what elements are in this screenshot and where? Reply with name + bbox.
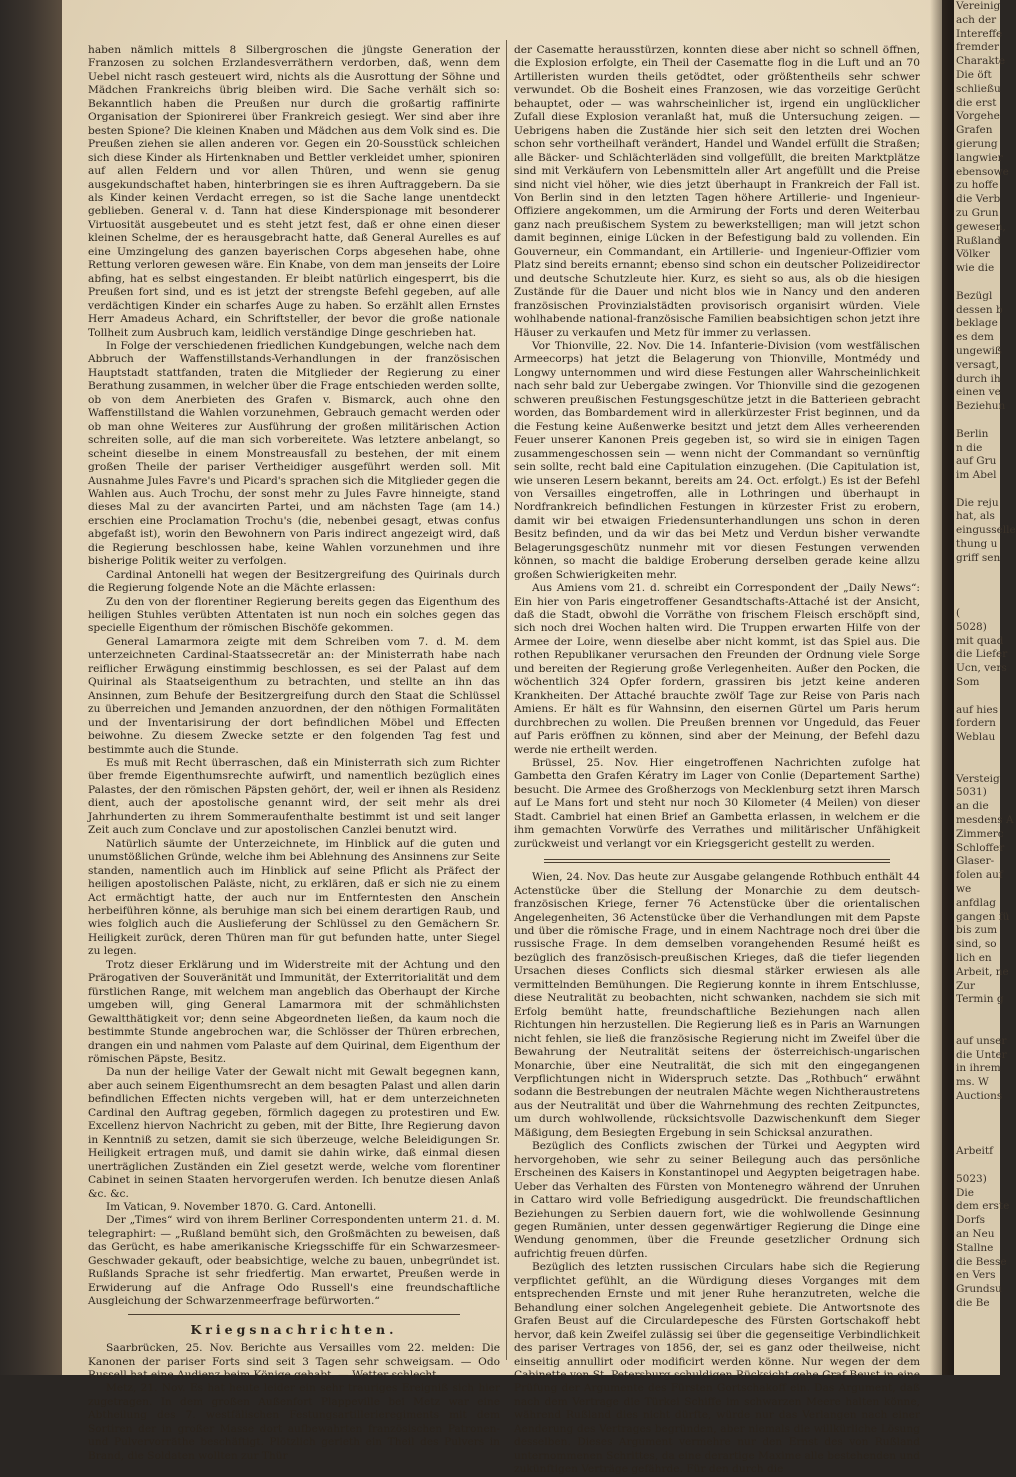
adjacent-page-fragment: Schloffer	[956, 841, 1005, 854]
adjacent-page-fragment: Beziehun	[956, 400, 1006, 413]
adjacent-page-fragment: an die	[956, 800, 989, 813]
adjacent-page-fragment: beklage	[956, 317, 998, 330]
adjacent-page-fragment: ms. W	[956, 1076, 989, 1089]
adjacent-page-fragment: die Unter	[956, 1048, 1007, 1061]
adjacent-page-fragment: Intereffe	[956, 27, 1003, 40]
article-paragraph: General Lamarmora zeigte mit dem Schreiben vom 7. d. M. dem unterzeichneten Cardinal-Staatssecretär an: der Ministerrath habe nach reiflicher Erwägung einstimmig beschlossen, es sei der Palast auf dem Quirinal als Staatseigenthum zu betrachten, und stellte an ihn das Ansinnen, zum Behufe der Besitzergreifung durch den Staat die Schlüssel zu überreichen und Jemanden anzuordnen, der den nöthigen Formalitäten und der Inventarisirung der dort befindlichen Möbel und Effecten beiwohne. Zu diesem Zwecke setzte er den folgenden Tag fest und bestimmte auch die Stunde.	[88, 635, 500, 756]
adjacent-page-fragment: Weblau	[956, 731, 996, 744]
article-paragraph: Aus Amiens vom 21. d. schreibt ein Correspondent der „Daily News“: Ein hier von Paris eingetroffener Gesandtschafts-Attaché ist der Ansicht, daß die Stadt, obwohl die Vorräthe von frischem Fleisch erschöpft sind, sich noch drei Wochen halten wird. Die Truppen erwarten Hilfe von der Armee der Loire, wenn dieselbe aber nicht kommt, ist das Spiel aus. Die rothen Republikaner verursachen den Freunden der Ordnung viele Sorge und bereiten der Regierung große Verlegenheiten. Außer den Pocken, die wöchentlich 324 Opfer fordern, grassiren bis jetzt keine anderen Krankheiten. Der Attaché brauchte zwölf Tage zur Reise von Paris nach Amiens. Er hält es für Wahnsinn, den eisernen Gürtel um Paris herum durchbrechen zu wollen. Die Preußen brennen vor Ungeduld, das Feuer auf Paris eröffnen zu können, sind aber der Meinung, der Befehl dazu werde nie ertheilt werden.	[514, 582, 920, 756]
adjacent-page-fragment: auf Gru	[956, 455, 997, 468]
adjacent-page-fragment: 5028)	[956, 620, 987, 633]
article-paragraph: Brüssel, 25. Nov. Hier eingetroffenen Nachrichten zufolge hat Gambetta den Grafen Kératry im Lager von Conlie (Departement Sarthe) besucht. Die Armee des Großherzogs von Mecklenburg setzt ihren Marsch auf Le Mans fort und steht nur noch 30 Kilometer (4 Meilen) von dieser Stadt. Cambriel hat einen Brief an Gambetta erlassen, in welchem er die ihm gemachten Vorwürfe des Verrathes und militärischer Unfähigkeit zurückweist und verlangt vor ein Kriegsgericht gestellt zu werden.	[514, 757, 920, 850]
adjacent-page-fragment	[954, 745, 1000, 759]
adjacent-page-fragment: eingusselle	[956, 524, 1016, 537]
article-paragraph: Zu den von der florentiner Regierung bereits gegen das Eigenthum des heiligen Stuhles verübten Attentaten ist nun noch ein solches gegen das specielle Eigenthum der römischen Bischöfe gekommen.	[88, 595, 500, 635]
adjacent-page-fragment: schließu	[956, 82, 1001, 95]
adjacent-page-fragment	[954, 1131, 1000, 1145]
adjacent-page-fragment: im Abel	[956, 469, 997, 482]
left-column	[88, 44, 500, 1463]
adjacent-page-fragment: Glaser-	[956, 855, 995, 868]
article-paragraph: Da nun der heilige Vater der Gewalt nicht mit Gewalt begegnen kann, aber auch seinem Eigenthumsrecht an dem besagten Palast und allen darin befindlichen Effecten nichts vergeben will, hat er dem unterzeichneten Cardinal den Auftrag gegeben, förmlich dagegen zu protestiren und Ew. Excellenz hiervon Nachricht zu geben, mit der Bitte, Ihre Regierung davon in Kenntniß zu setzen, damit sie sich überzeuge, welche Beleidigungen Sr. Heiligkeit ertragen muß, und damit sie dahin wirke, daß einmal diesen unerträglichen Zuständen ein Ziel gesetzt werde, welche vom florentiner Cabinet in seinen Staaten hervorgerufen werden. Ich benutze diesen Anlaß &c. &c.	[88, 1066, 500, 1200]
article-paragraph: Natürlich säumte der Unterzeichnete, im Hinblick auf die guten und unumstößlichen Gründe, welche ihm bei Ablehnung des Ansinnens zur Seite standen, namentlich auch im Hinblick auf seine Pflicht als Präfect der heiligen apostolischen Paläste, nicht, zu erklären, daß er sich nie zu einem Act ermächtigt hatte, der auch nur im Entferntesten den Anschein herbeiführen könne, als beruhige man sich bei einem derartigen Raub, und wies folglich auch die Auslieferung der Schlüssel zu den Gemächern Sr. Heiligkeit zurück, deren Thüren man für gut befunden hatte, unter Siegel zu legen.	[88, 837, 500, 958]
article-paragraph: Bezüglich des Conflicts zwischen der Türkei und Aegypten wird hervorgehoben, wie sehr zu seiner Beilegung auch das persönliche Erscheinen des Kaisers in Konstantinopel und Aegypten beigetragen habe. Ueber das Verhalten des Fürsten von Montenegro während der Unruhen in Cattaro wird volle Befriedigung ausgedrückt. Die freundschaftlichen Beziehungen zu Serbien dauern fort, wie die wohlwollende Gesinnung gegen Rumänien, unter dessen gegenwärtiger Regierung die Dinge eine Wendung genommen, über die Freunde gesetzlicher Ordnung sich aufrichtig freuen dürfen.	[514, 1140, 920, 1260]
adjacent-page-fragment: Die	[956, 1186, 974, 1199]
adjacent-page-fragment: sind, so	[956, 938, 997, 951]
adjacent-page-fragment: 5023)	[956, 1172, 987, 1185]
adjacent-page-fragment	[954, 690, 1000, 704]
adjacent-page-fragment: die Be	[956, 1296, 990, 1309]
adjacent-page-fragment	[954, 759, 1000, 773]
adjacent-page-fragment: Termin g	[956, 993, 1004, 1006]
article-paragraph: Metz, 21. Nov. Es hat heute leider ein sehr trauriges Ereigniß sich hier zugetragen. In dem großen Außenfort Plappeville bei Metz war eine Abtheilung des 7. westfälischen Festungsartillerieregiments mit dem Sortiren der in großer Masse dort aufbewahrten französischen Patronen- und Pulvervorräthe beschäftigt. Plötzlich gerieth ein Theil des Pulvers in Brand, die Soldaten wollten zur Thür	[88, 1382, 500, 1462]
adjacent-page-fragment	[954, 1104, 1000, 1118]
adjacent-page-fragment: fordern	[956, 717, 996, 730]
article-paragraph: Saarbrücken, 25. Nov. Berichte aus Versailles vom 22. melden: Die Kanonen der pariser Forts sind seit 3 Tagen sehr schweigsam. — Odo Russell hat eine Audienz beim Könige gehabt. — Wetter schlecht.	[88, 1342, 500, 1381]
article-paragraph: haben nämlich mittels 8 Silbergroschen die jüngste Generation der Franzosen zu solchen Erzlandesverräthern verdorben, daß, wenn dem Uebel nicht rasch gesteuert wird, nichts als die Ausrottung der Söhne und Mädchen Frankreichs übrig bleiben wird. Die Sache verhält sich so: Bekanntlich haben die Preußen nur durch die großartig raffinirte Organisation der Spionirerei über Frankreich gesiegt. Wer sind aber ihre besten Spione? Die kleinen Knaben und Mädchen aus dem Volk sind es. Die Preußen ziehen sie allen anderen vor. Gegen ein 20-Sousstück schleichen sich diese Kinder als Hirtenknaben und Bettler verkleidet umher, spioniren auf allen Feldern und vor allen Thüren, und wenn sie genug ausgekundschaftet haben, hinterbringen sie es ihren Auftraggebern. Da sie als Kinder keinen Verdacht erregen, so ist die Sache lange unentdeckt geblieben. General v. d. Tann hat diese Kinderspionage mit besonderer Virtuosität ausgebeutet und es steht jetzt fest, daß er ohne einen dieser kleinen Schelme, der es herausgebracht hatte, daß General Aurelles es auf eine Umzingelung des ganzen bayerischen Corps abgesehen habe, ohne Rettung verloren gewesen wäre. Ein Knabe, von dem man jenseits der Loire abfing, hat es selbst eingestanden. Er bleibt natürlich eingesperrt, bis die Preußen fort sind, und es ist jetzt der strengste Befehl gegeben, auf alle verdächtigen Kinder ein scharfes Auge zu haben. So erzählt allen Ernstes Herr Amadeus Achard, ein Schriftsteller, der bevor die große nationale Tollheit zum Ausbruch kam, leidlich verständige Dinge geschrieben hat.	[88, 44, 500, 339]
adjacent-page-fragment: wie die	[956, 262, 995, 275]
adjacent-page-fragment: en Vers	[956, 1269, 996, 1282]
article-paragraph: Bezüglich des letzten russischen Circulars habe sich die Regierung verpflichtet gefühlt, an die Würdigung dieses Vorganges mit dem entsprechenden Ernste und mit jener Ruhe heranzutreten, welche die Behandlung einer solchen Angelegenheit gebiete. Die Antwortsnote des Grafen Beust auf die Circulardepesche des Fürsten Gortschakoff hebt hervor, daß kein Zweifel zulässig sei über die gegenseitige Verbindlichkeit des pariser Vertrages von 1856, der, sei es ganz oder theilweise, nicht einseitig annullirt oder modificirt werden könne. Nur wegen der dem Cabinette von St. Petersburg schuldigen Rücksicht gehe Graf Beust in eine Prüfung der Argumente des Fürsten Gortschakoff ein. Das Argument, daß nach dem Vertrage die Türkei Schiffe im schwarzen Meere halten könne, während Rußland dies nicht dürfte, würde nur das Verlangen nach einer Aenderung des Vertrages begründen, aber niemals die willkürliche Lösung desselben. Dieses Argument vermehre nur den Ernst des von Rußland unternommenen Schrittes, da eine derartige Maxime alle bestehenden und zukünftigen Verträge gefährde. Für den durch die	[514, 1261, 920, 1476]
adjacent-page-fragment: folen auf	[956, 869, 1003, 882]
section-rule	[128, 1314, 460, 1315]
adjacent-page-fragment: Som	[956, 676, 980, 689]
adjacent-page-fragment: Vorgehe	[956, 110, 1000, 123]
section-rule	[544, 859, 890, 863]
adjacent-page-edge	[954, 0, 1016, 1375]
adjacent-page-fragment: anfdlag	[956, 896, 996, 909]
article-paragraph: Der „Times“ wird von ihrem Berliner Correspondenten unterm 21. d. M. telegraphirt: — „Rußland bemüht sich, den Großmächten zu beweisen, daß das Gerücht, es habe amerikanische Kriegsschiffe für ein Schwarzesmeer-Geschwader gekauft, oder beabsichtige, welche zu bauen, unbegründet ist. Rußlands Sprache ist sehr friedfertig. Man erwartet, Preußen werde in Erwiderung auf die Anfrage Odo Russell's eine freundschaftliche Ausgleichung der Schwarzenmeerfrage befürworten.“	[88, 1214, 500, 1308]
adjacent-page-fragment: die erst	[956, 96, 997, 109]
signature-line: Im Vatican, 9. November 1870. G. Card. Antonelli.	[106, 1200, 377, 1213]
adjacent-page-fragment: we	[956, 883, 972, 895]
adjacent-page-fragment: Vereinig	[956, 0, 1001, 12]
adjacent-page-fragment: einen ve	[956, 386, 1001, 399]
adjacent-page-fragment: bis zum	[956, 924, 998, 937]
adjacent-page-fragment	[954, 414, 1000, 428]
article-paragraph: Cardinal Antonelli hat wegen der Besitzergreifung des Quirinals durch die Regierung folgende Note an die Mächte erlassen:	[88, 568, 500, 595]
adjacent-page-fragment	[954, 483, 1000, 497]
adjacent-page-fragment: Grafen	[956, 124, 993, 137]
adjacent-page-fragment: thung u	[956, 538, 998, 551]
scan-border-left	[0, 0, 62, 1375]
adjacent-page-fragment: an Neu	[956, 1227, 995, 1240]
article-paragraph: Trotz dieser Erklärung und im Widerstreite mit der Achtung und den Prärogativen der Souveränität und Immunität, der Exterritorialität und dem fürstlichen Range, mit welchem man angeblich das Oberhaupt der Kirche umgeben will, ging General Lamarmora mit der schmählichsten Gewaltthätigkeit vor; denn seine Abgeordneten ließen, da kaum noch die bestimmte Stunde angebrochen war, die Schlösser der Thüren erbrechen, drangen ein und nahmen vom Palaste auf dem Quirinal, dem Eigenthum der römischen Päpste, Besitz.	[88, 958, 500, 1065]
article-paragraph: Vor Thionville, 22. Nov. Die 14. Infanterie-Division (vom westfälischen Armeecorps) hat jetzt die Belagerung von Thionville, Montmédy und Longwy unternommen und wird diese Festungen aller Wahrscheinlichkeit nach sehr bald zur Uebergabe zwingen. Vor Thionville sind die gezogenen schweren preußischen Festungsgeschütze jetzt in die Batterieen gebracht worden, das Bombardement wird in allerkürzester Frist beginnen, und da die Festung keine Außenwerke besitzt und jetzt dem Alles verheerenden Feuer unserer Kanonen Preis gegeben ist, so wird sie in einigen Tagen zusammengeschossen sein — wenn nicht der Commandant so vernünftig sein sollte, recht bald eine Capitulation einzugehen. (Die Capitulation ist, wie unseren Lesern bekannt, bereits am 24. Oct. erfolgt.) Es ist der Befehl von Versailles eingetroffen, alle in Lothringen und überhaupt in Nordfrankreich befindlichen Festungen in kürzester Frist zu erobern, damit wir bei etwaigen Friedensunterhandlungen uns schon in deren Besitz befinden, und da wir das bei Metz und Verdun bisher verwandte Belagerungsgeschütz nunmehr mit vor diesen Festungen verwenden können, so macht die baldige Eroberung derselben gerade keine allzu großen Schwierigkeiten mehr.	[514, 339, 920, 581]
adjacent-page-fragment: Auctions	[956, 1089, 1003, 1102]
adjacent-page-fragment: die Verb	[956, 193, 1001, 206]
adjacent-page-fragment: Grundsu	[956, 1283, 1002, 1296]
adjacent-page-fragment: Dorfs	[956, 1214, 986, 1227]
section-heading: Kriegsnachrichten.	[190, 1321, 398, 1337]
adjacent-page-fragment	[954, 1118, 1000, 1132]
adjacent-page-fragment: mit quad	[956, 634, 1004, 647]
adjacent-page-fragment: fremder	[956, 41, 1000, 54]
adjacent-page-fragment: mesdens A	[956, 814, 1014, 827]
adjacent-page-fragment	[954, 1021, 1000, 1035]
adjacent-page-fragment	[954, 593, 1000, 607]
adjacent-page-fragment	[954, 566, 1000, 580]
article-paragraph: In Folge der verschiedenen friedlichen Kundgebungen, welche nach dem Abbruch der Waffenstillstands-Verhandlungen in der französischen Hauptstadt stattfanden, traten die Mitglieder der Regierung zu einer Berathung zusammen, in welcher über die Frage entschieden werden sollte, ob von dem Anerbieten des Grafen v. Bismarck, auch ohne den Waffenstillstand die Wahlen vorzunehmen, Gebrauch gemacht werden oder ob man ohne Weiteres zur Ausführung der großen militärischen Action schreiten solle, auf die man sich vorbereitete. Was letztere anbelangt, so scheint dieselbe in einem Monstreausfall zu bestehen, der mit einem großen Theile der pariser Vertheidiger ausgeführt werden soll. Mit Ausnahme Jules Favre's und Picard's sprachen sich die Mitglieder gegen die Wahlen aus. Auch Trochu, der sonst mehr zu Jules Favre hinneigte, stand dieses Mal zu der avancirten Partei, und am nächsten Tage (am 14.) erschien eine Proclamation Trochu's (die, nebenbei gesagt, etwas confus abgefaßt ist), worin den Bewohnern von Paris indirect angezeigt wird, daß die Regierung beschlossen habe, keine Wahlen vorzunehmen und ihre bisherige Politik weiter zu verfolgen.	[88, 339, 500, 568]
adjacent-page-fragment: gewesen,	[956, 220, 1006, 233]
adjacent-page-fragment: gierung	[956, 137, 998, 150]
adjacent-page-fragment: Die reju	[956, 496, 999, 509]
adjacent-page-fragment: langwier	[956, 151, 1003, 164]
adjacent-page-fragment: Charakte	[956, 55, 1006, 68]
adjacent-page-fragment: ebensowe	[956, 165, 1009, 178]
adjacent-page-fragment: Völker	[956, 248, 990, 261]
adjacent-page-fragment: es dem	[956, 331, 994, 344]
adjacent-page-fragment: Zimmerc	[956, 827, 1004, 840]
adjacent-page-fragment: zu hoffe	[956, 179, 999, 192]
adjacent-page-fragment: ungewiß	[956, 344, 1002, 357]
adjacent-page-fragment: Zur	[956, 979, 976, 992]
adjacent-page-fragment: Bezügl	[956, 289, 993, 302]
adjacent-page-fragment: griff sen	[956, 551, 1001, 564]
adjacent-page-fragment: lich en	[956, 951, 992, 964]
adjacent-page-fragment: 5031)	[956, 786, 987, 799]
adjacent-page-fragment: Arbeit, ne	[956, 965, 1009, 978]
adjacent-page-fragment: auf unser	[956, 1034, 1007, 1047]
adjacent-page-fragment: in ihrem	[956, 1062, 1001, 1075]
adjacent-page-fragment	[954, 1007, 1000, 1021]
article-paragraph: Es muß mit Recht überraschen, daß ein Ministerrath sich zum Richter über fremde Eigenthumsrechte aufwirft, und namentlich bezüglich eines Palastes, der den römischen Päpsten gehört, der, weil er ihnen als Residenz dient, auch der apostolische genannt wird, der seit mehr als drei Jahrhunderten zu ihrem Sommeraufenthalte bestimmt ist und seit langer Zeit auch zum Conclave und zur apostolischen Canzlei benutzt wird.	[88, 757, 500, 837]
adjacent-page-fragment: gangen fü	[956, 910, 1010, 923]
adjacent-page-fragment: n die	[956, 441, 983, 454]
adjacent-page-fragment	[954, 579, 1000, 593]
column-divider	[506, 40, 507, 1360]
adjacent-page-fragment: Arbeitf	[956, 1145, 994, 1158]
article-paragraph: Wien, 24. Nov. Das heute zur Ausgabe gelangende Rothbuch enthält 44 Actenstücke über die Stellung der Monarchie zu dem deutsch-französischen Kriege, ferner 76 Actenstücke über die orientalischen Angelegenheiten, 36 Actenstücke über die Verhandlungen mit dem Papste und über die römische Frage, und in einem Nachtrage noch drei über die russische Frage. In dem demselben vorangehenden Resumé heißt es bezüglich des französisch-preußischen Krieges, daß die tiefer liegenden Ursachen dieses Conflicts sich diesmal stärker erwiesen als alle vermittelnden Bemühungen. Die Regierung konnte in ihrem Entschlusse, diese Neutralität zu beobachten, nicht schwanken, nachdem sie sich mit Erfolg bemüht hatte, freundschaftliche Beziehungen nach allen Richtungen hin herzustellen. Die Regierung ließ es in Paris an Warnungen nicht fehlen, sie ließ die französische Regierung nicht im Zweifel über die Bewahrung der Neutralität seitens der österreichisch-ungarischen Monarchie, über eine Neutralität, die sich mit den eingegangenen Verpflichtungen nicht in Widerspruch setzte. Das „Rothbuch“ erwähnt sodann die Bestrebungen der neutralen Mächte wegen Nichtheraustretens aus der Neutralität und über die Wahrnehmung des rechten Zeitpunctes, um durch wohlwollende, rücksichtsvolle Dazwischenkunft dem Sieger Mäßigung, dem Besiegten Ergebung in sein Schicksal anzurathen.	[514, 871, 920, 1139]
adjacent-page-fragment: Ucn, vers	[956, 662, 1007, 675]
adjacent-page-fragment: Die öft	[956, 68, 992, 81]
adjacent-page-fragment: Berlin	[956, 427, 989, 440]
adjacent-page-fragment: versagt,	[956, 358, 1000, 371]
adjacent-page-fragment: durch ih	[956, 372, 1001, 385]
adjacent-page-fragment: die Besse	[956, 1255, 1007, 1268]
adjacent-page-fragment: Rußland	[956, 234, 1001, 247]
adjacent-page-fragment: hat, als	[956, 510, 995, 523]
adjacent-page-fragment: dessen b	[956, 303, 1003, 316]
adjacent-page-fragment: zu Grun	[956, 206, 999, 219]
adjacent-page-fragment: die Liefer	[956, 648, 1008, 661]
article-paragraph: der Casematte herausstürzen, konnten diese aber nicht so schnell öffnen, die Explosion erfolgte, ein Theil der Casematte flog in die Luft und an 70 Artilleristen wurden theils getödtet, oder größtentheils sehr schwer verwundet. Ob die Bosheit eines Franzosen, wie das vorzeitige Gerücht behauptet, oder — was wahrscheinlicher ist, irgend ein unglücklicher Zufall diese Explosion veranlaßt hat, muß die Untersuchung zeigen. — Uebrigens haben die Zustände hier sich seit den letzten drei Wochen schon sehr vortheilhaft verändert, Handel und Wandel erfüllt die Straßen; alle Bäcker- und Schlächterläden sind vollgefüllt, die breiten Marktplätze sind mit Verkäufern von Lebensmitteln aller Art angefüllt und die Preise sind nicht viel höher, wie dies jetzt überhaupt in Frankreich der Fall ist. Von Berlin sind in den letzten Tagen höhere Artillerie- und Ingenieur-Offiziere angekommen, um die Armirung der Forts und deren Weiterbau ganz nach preußischem System zu bewerkstelligen; man will jetzt schon damit beginnen, einige Lücken in der Befestigung bald zu vollenden. Ein Gouverneur, ein Commandant, ein Artillerie- und Ingenieur-Offizier vom Platz sind bereits ernannt; ebenso sind schon ein deutscher Polizeidirector und deutsche Schutzleute hier. Kurz, es sieht so aus, als ob die hiesigen Zustände für die Dauer und nicht blos wie in Nancy und den anderen französischen Provinzialstädten provisorisch organisirt würden. Viele wohlhabende national-französische Familien beabsichtigen schon jetzt ihre Häuser zu verkaufen und Metz für immer zu verlassen.	[514, 44, 920, 339]
adjacent-page-fragment	[954, 276, 1000, 290]
adjacent-page-fragment: Stallne	[956, 1241, 994, 1254]
adjacent-page-fragment: dem erste	[956, 1200, 1010, 1213]
right-column	[514, 44, 920, 1477]
adjacent-page-fragment: (	[956, 607, 961, 620]
adjacent-page-fragment: Versteig	[956, 772, 1000, 785]
book-gutter-shadow	[930, 0, 954, 1375]
adjacent-page-fragment	[954, 1159, 1000, 1173]
adjacent-page-fragment: ach der	[956, 13, 997, 26]
adjacent-page-fragment: auf hies	[956, 703, 998, 716]
